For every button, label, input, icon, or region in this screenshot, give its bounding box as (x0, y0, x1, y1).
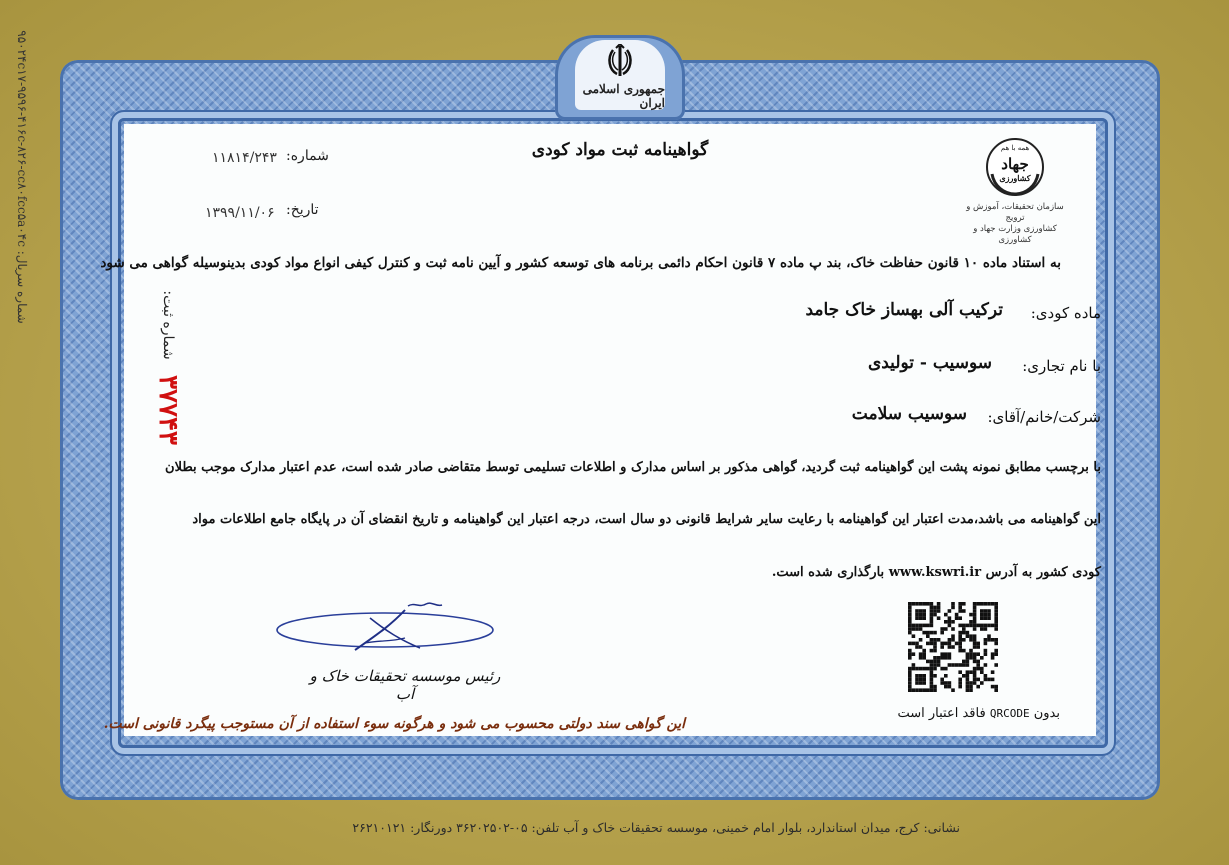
brand-value: سوسیب - تولیدی (867, 353, 992, 373)
iran-emblem-icon (605, 44, 635, 80)
brand-label: با نام تجاری: (1022, 357, 1101, 375)
number-label: شماره: (286, 148, 329, 164)
signature-icon (270, 598, 510, 668)
logo-bottom-text: کشاورزی (999, 173, 1031, 183)
emblem-text: جمهوری اسلامی ایران (582, 82, 665, 110)
signature (270, 598, 510, 668)
number-value: ۱۱۸۱۴/۲۴۳ (212, 150, 277, 166)
body-line-2: این گواهینامه می باشد،مدت اعتبار این گواهینامه با رعایت سایر شرایط قانونی دو سال است، درجه اعتبار این گواهینامه و تاریخ انقضای آن در پایگاه جامع اطلاعات مواد (192, 512, 1101, 527)
qr-code (908, 602, 1000, 692)
date-value: ۱۳۹۹/۱۱/۰۶ (205, 205, 275, 221)
material-value: ترکیب آلی بهساز خاک جامد (805, 300, 1003, 320)
qr-caption (880, 706, 1060, 721)
body-line-3: کودی کشور به آدرس www.kswri.ir بارگذاری شده است. (771, 565, 1101, 580)
qrcode-icon (908, 602, 1000, 692)
qr-caption-prefix: بدون (1033, 706, 1060, 721)
qr-caption-suffix: فاقد اعتبار است (897, 706, 986, 721)
company-label: شرکت/خانم/آقای: (987, 408, 1101, 426)
signature-caption: رئیس موسسه تحقیقات خاک و آب (309, 667, 501, 703)
jahad-keshavarzi-logo (982, 136, 1048, 198)
logo-main-text: جهاد (1001, 155, 1029, 173)
logo-org-line1: سازمان تحقیقات، آموزش و ترویج (966, 202, 1064, 223)
intro-text: به استناد ماده ۱۰ قانون حفاظت خاک، بند پ ماده ۷ قانون احکام دائمی برنامه های توسعه کشور و آیین نامه ثبت و کنترل کیفی انواع مواد کودی بدینوسیله گواهی می شود (100, 255, 1061, 271)
qr-caption-code: QRCODE (989, 707, 1030, 720)
emblem (575, 40, 665, 110)
serial-number: شماره سریال: ۹۵۰۲۴c۱۷-۹۵۹۶-۴۱۶c-۸۲۶-cc۸۰fcc۵a۰۴c (15, 30, 29, 324)
footer-address: نشانی: کرج، میدان استاندارد، بلوار امام خمینی، موسسه تحقیقات خاک و آب تلفن: ۰۵-۳۶۲۰۲۵۰۲ دورنگار: ۲۶۲۱۰۱۲۱ (352, 820, 960, 835)
certificate-title: گواهینامه ثبت مواد کودی (531, 140, 709, 160)
logo-top-text: همه با هم (1000, 144, 1030, 152)
company-value: سوسیب سلامت (851, 404, 967, 424)
material-label: ماده کودی: (1030, 304, 1101, 322)
legal-warning: این گواهی سند دولتی محسوب می شود و هرگونه سوء استفاده از آن مستوجب پیگرد قانونی است. (103, 716, 685, 732)
registration-number: ۳۷۷۴۳ (153, 375, 183, 445)
registration-label: شماره ثبت: (160, 290, 176, 360)
date-label: تاریخ: (286, 202, 319, 218)
logo-org-line2: کشاورزی وزارت جهاد و کشاورزی (973, 224, 1057, 245)
body-line-1: با برچسب مطابق نمونه پشت این گواهینامه ثبت گردید، گواهی مذکور بر اساس مدارک و اطلاعات تسلیمی توسط متقاضی صادر شده است، عدم اعتبار مدارک موجب بطلان (165, 460, 1101, 475)
jahad-logo (965, 136, 1065, 245)
